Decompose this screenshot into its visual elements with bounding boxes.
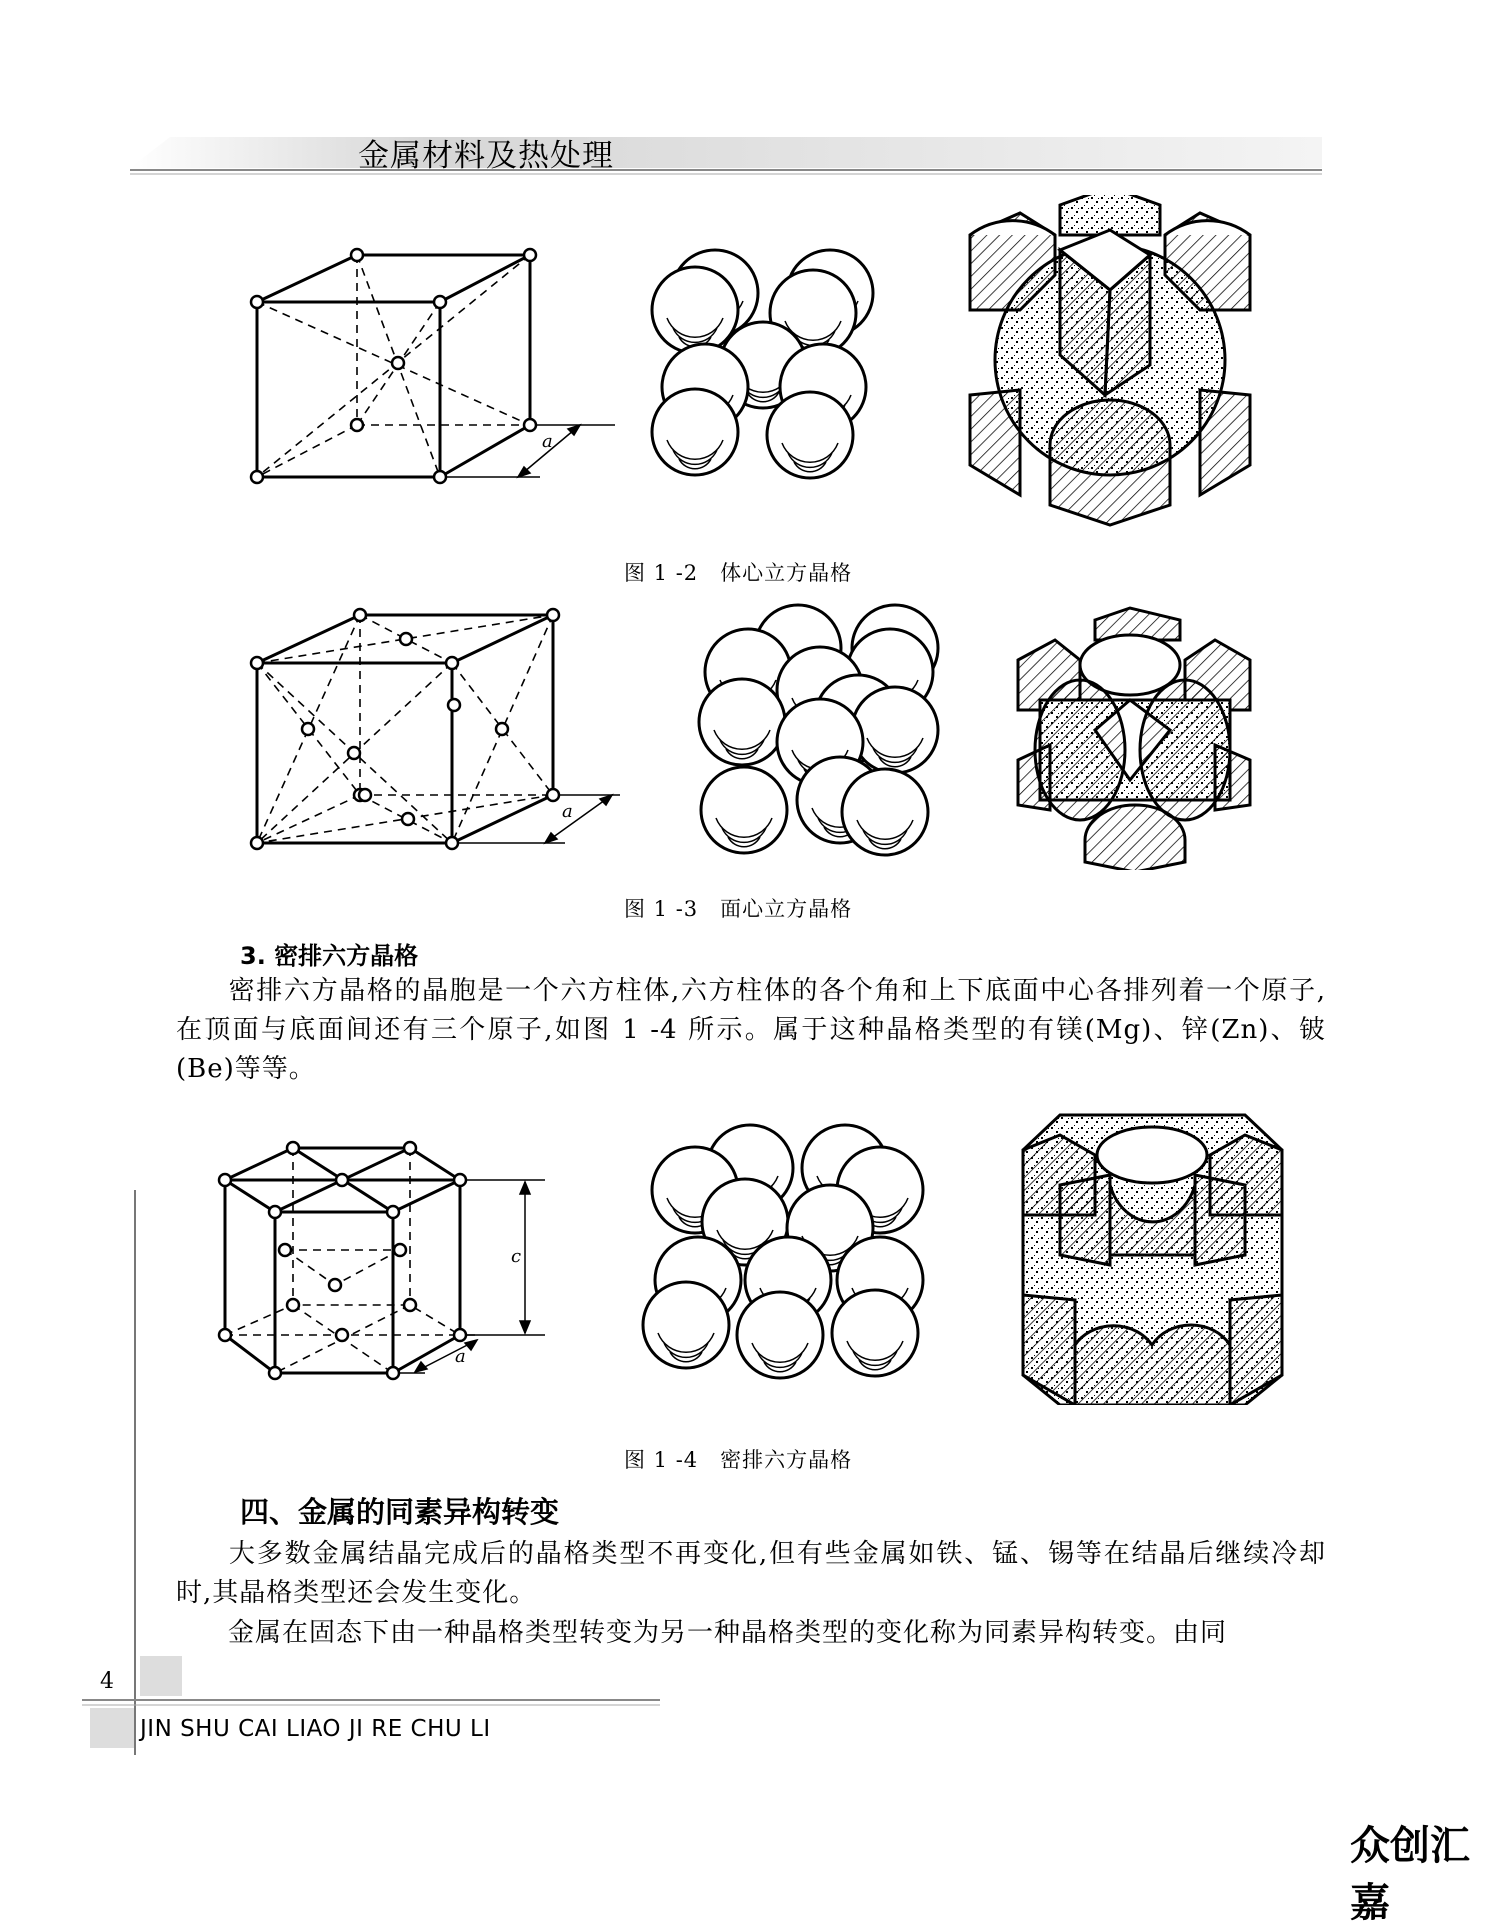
fig-1-2-lattice [240,235,620,495]
fig-1-4-caption: 图 1 -4 密排六方晶格 [624,1448,853,1472]
fig-1-3-cut-model [1010,600,1260,870]
fig-1-2-cut-model [950,195,1270,535]
section-3-paragraph-text: 密排六方晶格的晶胞是一个六方柱体,六方柱体的各个角和上下底面中心各排列着一个原子,在顶面与底面间还有三个原子,如图 1 -4 所示。属于这种晶格类型的有镁(Mg)、锌(Zn)、铍(Be)等等。 [176,976,1326,1084]
section-4-heading: 四、金属的同素异构转变 [240,1495,560,1529]
section-3-paragraph [176,972,1326,1089]
book-title: 金属材料及热处理 [358,138,614,174]
fig-1-3-lattice [240,595,620,860]
dim-label-a: a [542,431,553,452]
dim-label-a: a [455,1346,466,1367]
page-number: 4 [100,1669,114,1694]
watermark-text: 众创汇嘉 [1350,1823,1470,1926]
fig-1-3-sphere-model [680,600,940,860]
dim-label-c: c [511,1246,522,1267]
header-decoration [0,0,1504,190]
fig-1-2-caption: 图 1 -2 体心立方晶格 [624,561,853,585]
fig-1-3-caption: 图 1 -3 面心立方晶格 [624,897,853,921]
footer-pinyin-title: JIN SHU CAI LIAO JI RE CHU LI [140,1716,491,1742]
section-4-paragraph-2-text: 金属在固态下由一种晶格类型转变为另一种晶格类型的变化称为同素异构转变。由同 [228,1618,1228,1648]
section-3-heading: 3. 密排六方晶格 [240,942,419,970]
fig-1-2-sphere-model [635,235,890,495]
section-4-paragraph-1-text: 大多数金属结晶完成后的晶格类型不再变化,但有些金属如铁、锰、锡等在结晶后继续冷却时,其晶格类型还会发生变化。 [176,1539,1326,1608]
fig-1-4-cut-model [1020,1105,1285,1405]
dim-label-a: a [562,801,573,822]
